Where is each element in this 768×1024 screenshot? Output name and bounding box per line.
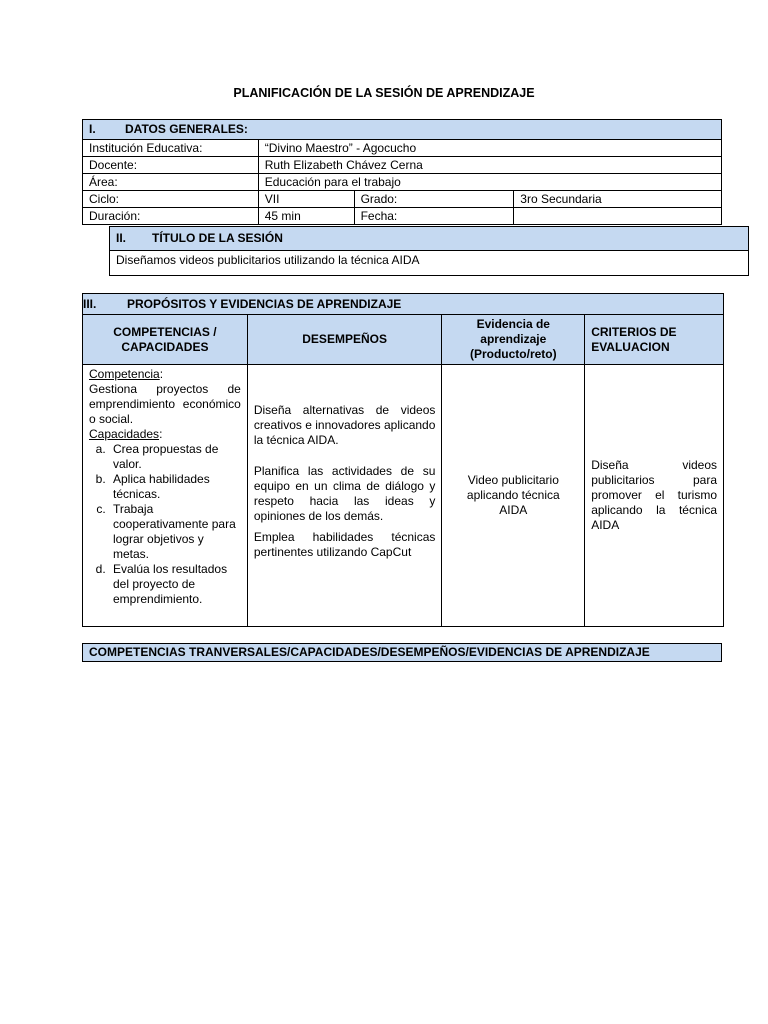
evidencia-cell: Video publicitario aplicando técnica AIDA bbox=[442, 365, 585, 627]
datos-generales-table bbox=[82, 119, 722, 225]
section-number: I. bbox=[89, 122, 96, 136]
criterios-cell: Diseña videos publicitarios para promover el turismo aplicando la técnica AIDA bbox=[585, 365, 724, 627]
competencia-text: Gestiona proyectos de emprendimiento económico o social. bbox=[89, 382, 241, 426]
duracion-label: Duración: bbox=[83, 208, 259, 225]
list-item: a. Crea propuestas de valor. bbox=[109, 442, 241, 472]
ciclo-value: VII bbox=[258, 191, 354, 208]
grado-label: Grado: bbox=[354, 191, 514, 208]
fecha-value bbox=[514, 208, 722, 225]
docente-label: Docente: bbox=[83, 157, 259, 174]
col-header-evidencia: Evidencia de aprendizaje (Producto/reto) bbox=[442, 315, 585, 365]
desempenos-cell bbox=[247, 365, 442, 627]
capacidades-label: Capacidades bbox=[89, 427, 160, 441]
list-item: c. Trabaja cooperativamente para lograr objetivos y metas. bbox=[109, 502, 241, 562]
docente-value: Ruth Elizabeth Chávez Cerna bbox=[258, 157, 721, 174]
list-item: d. Evalúa los resultados del proyecto de emprendimiento. bbox=[109, 562, 241, 607]
competencias-cell: Competencia: Gestiona proyectos de emprendimiento económico o social. Capacidades: a. Crea propuestas de valor. b. Aplica habilidades técnicas. c. Trabaja cooperativamente para lograr objetivos y metas. d. Evalúa los resultados del proyecto de emprendimiento. bbox=[83, 365, 248, 627]
grado-value: 3ro Secundaria bbox=[514, 191, 722, 208]
fecha-label: Fecha: bbox=[354, 208, 514, 225]
col-header-criterios: CRITERIOS DE EVALUACION bbox=[585, 315, 724, 365]
desempeno-item: Planifica las actividades de su equipo en un clima de diálogo y respeto hacia las ideas y opiniones de los demás. bbox=[253, 464, 436, 523]
desempeno-item: Diseña alternativas de videos creativos e innovadores aplicando la técnica AIDA. bbox=[253, 403, 436, 447]
section-number: II. bbox=[116, 231, 127, 245]
area-label: Área: bbox=[83, 174, 259, 191]
titulo-sesion-text: Diseñamos videos publicitarios utilizando la técnica AIDA bbox=[110, 251, 749, 276]
col-header-competencias: COMPETENCIAS / CAPACIDADES bbox=[83, 315, 248, 365]
institucion-value: “Divino Maestro” - Agocucho bbox=[258, 140, 721, 157]
area-value: Educación para el trabajo bbox=[258, 174, 721, 191]
list-item: b. Aplica habilidades técnicas. bbox=[109, 472, 241, 502]
propositos-header bbox=[83, 294, 724, 315]
capacidades-list bbox=[89, 442, 241, 607]
section-heading: PROPÓSITOS Y EVIDENCIAS DE APRENDIZAJE bbox=[127, 296, 402, 311]
transversales-table bbox=[82, 643, 722, 662]
col-header-desempenos: DESEMPEÑOS bbox=[247, 315, 442, 365]
ciclo-label: Ciclo: bbox=[83, 191, 259, 208]
titulo-sesion-table bbox=[109, 226, 749, 276]
propositos-table bbox=[82, 293, 724, 627]
section-number: III. bbox=[83, 296, 97, 311]
datos-generales-header bbox=[83, 120, 722, 140]
duracion-value: 45 min bbox=[258, 208, 354, 225]
institucion-label: Institución Educativa: bbox=[83, 140, 259, 157]
competencia-label: Competencia bbox=[89, 367, 160, 381]
titulo-sesion-header bbox=[110, 227, 749, 251]
transversales-header: COMPETENCIAS TRANVERSALES/CAPACIDADES/DESEMPEÑOS/EVIDENCIAS DE APRENDIZAJE bbox=[83, 644, 722, 662]
desempeno-item: Emplea habilidades técnicas pertinentes utilizando CapCut bbox=[253, 530, 436, 559]
section-heading: TÍTULO DE LA SESIÓN bbox=[152, 231, 283, 245]
section-heading: DATOS GENERALES: bbox=[125, 122, 248, 136]
page-title: PLANIFICACIÓN DE LA SESIÓN DE APRENDIZAJE bbox=[233, 86, 535, 100]
